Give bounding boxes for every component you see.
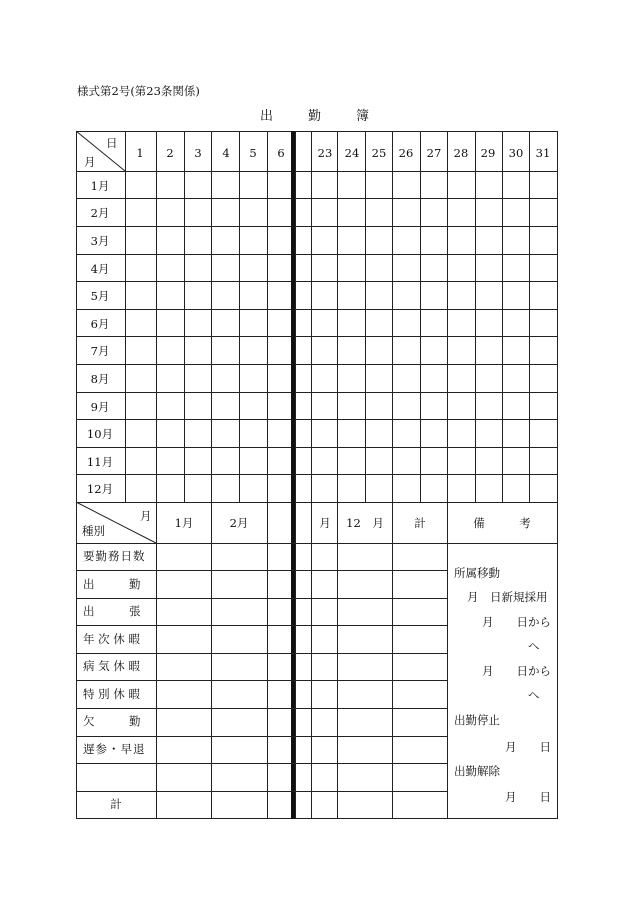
day-header-2: 2 [166, 146, 174, 160]
remarks-new-hire-date: 月 日新規採用 [467, 590, 548, 604]
summary-col-right-2: 12 月 [346, 516, 384, 530]
month-label: 月 [84, 155, 96, 169]
remarks-suspension: 出勤停止 [454, 713, 500, 727]
day-header-23: 23 [317, 146, 333, 160]
summary-col-2: 2月 [229, 516, 249, 530]
category-label: 特 別 休 暇 [83, 687, 140, 701]
day-header-31: 31 [535, 146, 551, 160]
remarks-header-rule [447, 543, 558, 544]
remarks-transfer: 所属移動 [454, 566, 500, 580]
month-row-label: 12月 [86, 482, 114, 496]
remarks-from-date-2: 月 日から [482, 664, 551, 678]
day-header-30: 30 [508, 146, 524, 160]
month-row-label: 6月 [90, 317, 110, 331]
summary-col-right-1: 月 [319, 516, 331, 530]
grand-total-label: 計 [110, 797, 122, 811]
title-char-3: 簿 [356, 109, 370, 124]
summary-total-header: 計 [414, 516, 426, 530]
month-row-label: 2月 [90, 206, 110, 220]
remarks-reinstatement-date: 月 日 [505, 790, 551, 804]
day-header-26: 26 [398, 146, 414, 160]
table-rule-v [267, 502, 268, 819]
category-label: 出 張 [83, 604, 141, 618]
month-row-label: 1月 [90, 179, 110, 193]
day-header-1: 1 [136, 146, 144, 160]
title-char-2: 勤 [308, 109, 322, 124]
day-header-27: 27 [426, 146, 442, 160]
day-header-3: 3 [194, 146, 202, 160]
table-rule-v [156, 502, 157, 819]
category-label: 年 次 休 暇 [83, 632, 140, 646]
remarks-from-date-1: 月 日から [482, 615, 551, 629]
category-label: 遅参・早退 [83, 742, 146, 756]
category-label: 欠 勤 [83, 714, 141, 728]
category-label: 出 勤 [83, 577, 141, 591]
form-number: 様式第2号(第23条関係) [77, 84, 200, 98]
day-header-28: 28 [453, 146, 469, 160]
table-rule-v [392, 502, 393, 819]
month-row-label: 7月 [90, 344, 110, 358]
month-row-label: 11月 [86, 455, 114, 469]
remarks-header: 備 考 [473, 516, 531, 530]
title-char-1: 出 [260, 109, 274, 124]
day-header-4: 4 [222, 146, 230, 160]
day-header-6: 6 [277, 146, 285, 160]
summary-type-label: 種別 [82, 524, 105, 538]
month-row-label: 4月 [90, 262, 110, 276]
day-header-25: 25 [371, 146, 387, 160]
summary-month-label: 月 [140, 509, 152, 523]
remarks-suspension-date: 月 日 [505, 740, 551, 754]
month-row-label: 10月 [86, 427, 114, 441]
remarks-to-1: へ [528, 639, 540, 653]
remarks-to-2: へ [528, 688, 540, 702]
month-row-label: 5月 [90, 289, 110, 303]
day-header-5: 5 [249, 146, 257, 160]
month-row-label: 3月 [90, 234, 110, 248]
month-row-label: 9月 [90, 400, 110, 414]
category-label: 要勤務日数 [83, 549, 146, 563]
day-header-29: 29 [480, 146, 496, 160]
summary-col-1: 1月 [174, 516, 194, 530]
day-label: 日 [106, 136, 118, 150]
day-header-24: 24 [344, 146, 360, 160]
table-rule-v [447, 502, 448, 819]
month-row-label: 8月 [90, 372, 110, 386]
table-rule-v [211, 502, 212, 819]
category-label: 病 気 休 暇 [83, 659, 140, 673]
table-rule-v [337, 502, 338, 819]
remarks-reinstatement: 出勤解除 [454, 764, 500, 778]
